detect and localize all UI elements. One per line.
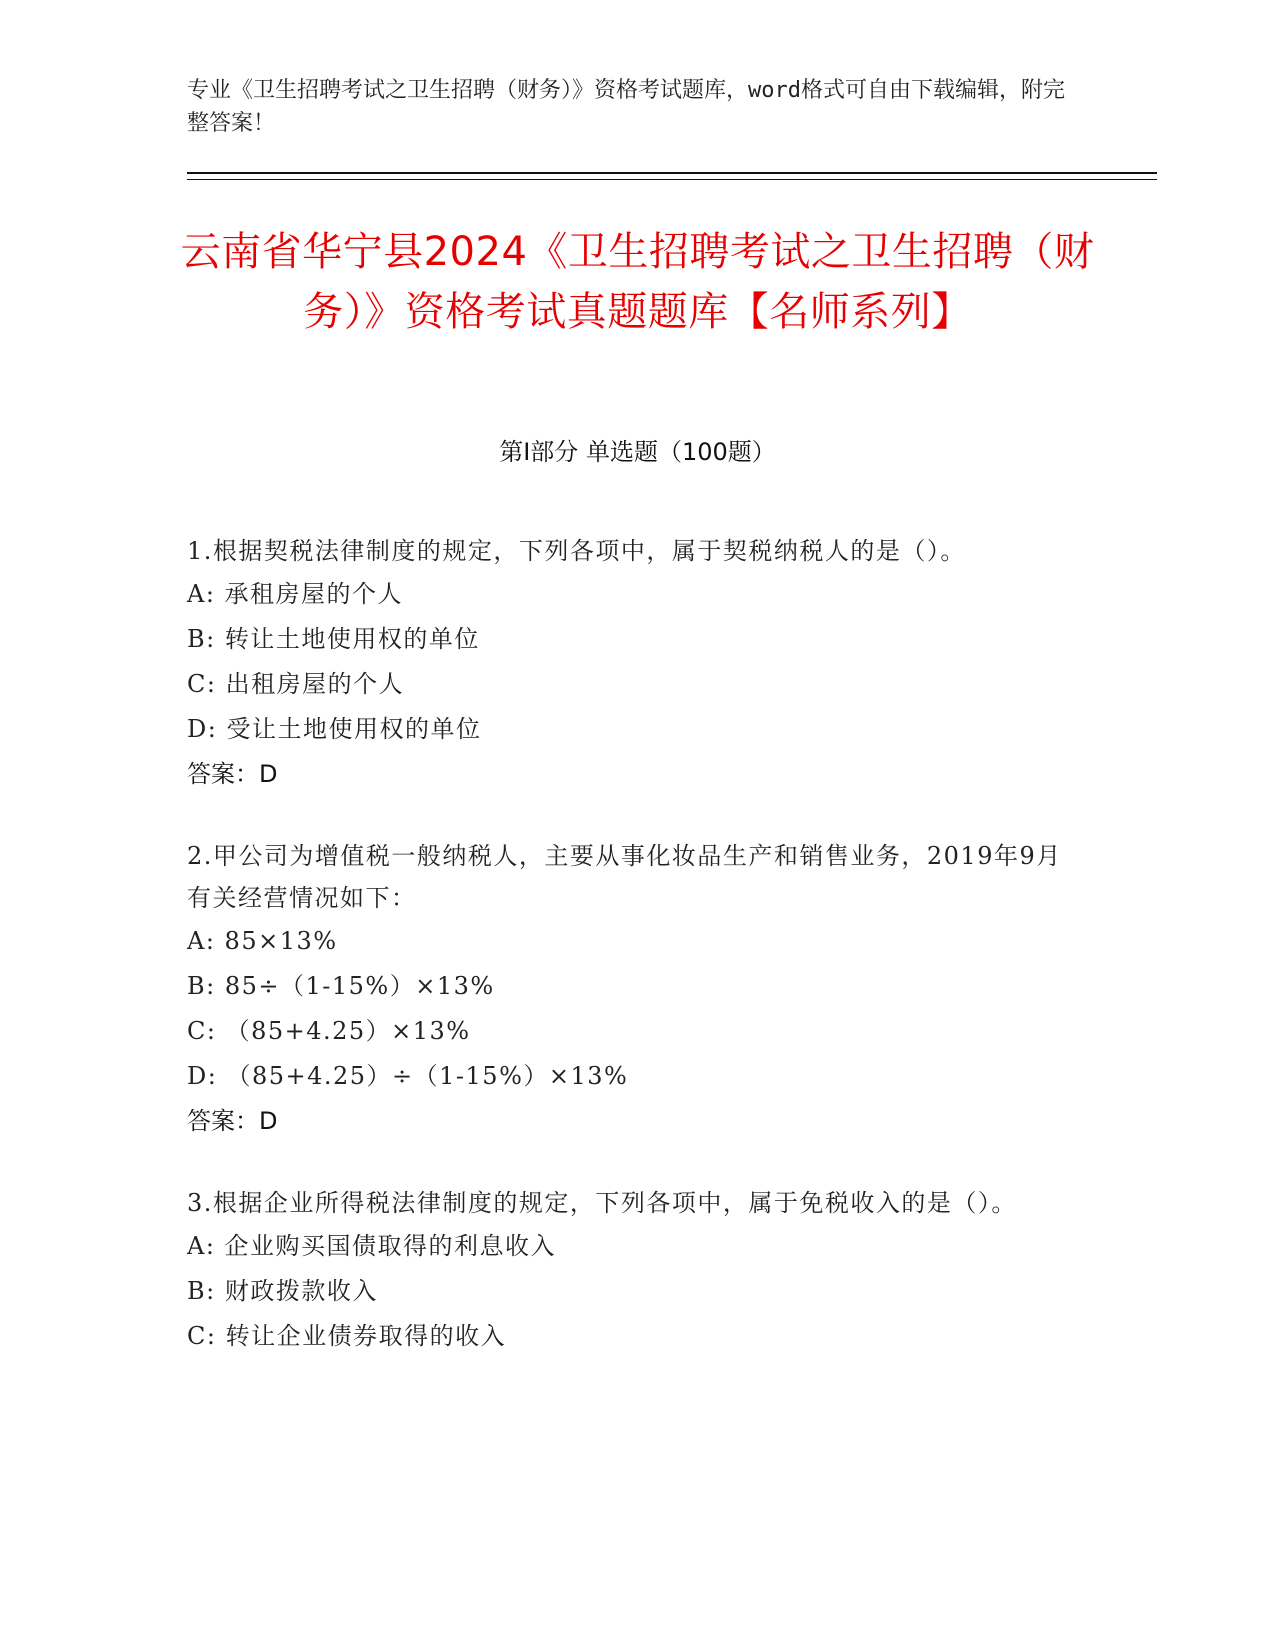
question-1 <box>187 530 1067 797</box>
answer: 答案：D <box>187 1107 278 1135</box>
option-b: B: 财政拨款收入 <box>187 1277 378 1305</box>
option-a: A: 承租房屋的个人 <box>187 580 404 608</box>
question-stem: 3.根据企业所得税法律制度的规定，下列各项中，属于免税收入的是（）。 <box>187 1189 1017 1217</box>
option-b: B: 85÷（1-15%）×13% <box>187 972 495 1000</box>
header-divider-thin <box>187 179 1157 180</box>
section-heading: 第Ⅰ部分 单选题（100题） <box>499 438 776 466</box>
header-note: 专业《卫生招聘考试之卫生招聘（财务）》资格考试题库，word格式可自由下载编辑，附完整答案！ <box>187 78 1065 136</box>
question-stem: 2.甲公司为增值税一般纳税人，主要从事化妆品生产和销售业务，2019年9月有关经营情况如下： <box>187 842 1062 912</box>
header-divider <box>187 172 1157 174</box>
option-d: D: （85+4.25）÷（1-15%）×13% <box>187 1062 629 1090</box>
question-2 <box>187 835 1067 1144</box>
question-3 <box>187 1182 1067 1359</box>
document-title: 云南省华宁县2024《卫生招聘考试之卫生招聘（财务）》资格考试真题题库【名师系列】 <box>180 229 1095 335</box>
option-b: B: 转让土地使用权的单位 <box>187 625 480 653</box>
option-d: D: 受让土地使用权的单位 <box>187 715 482 743</box>
option-a: A: 85×13% <box>187 927 338 955</box>
answer: 答案：D <box>187 760 278 788</box>
option-c: C: 转让企业债券取得的收入 <box>187 1322 507 1350</box>
question-list <box>187 530 1067 1397</box>
option-c: C: 出租房屋的个人 <box>187 670 405 698</box>
option-a: A: 企业购买国债取得的利息收入 <box>187 1232 557 1260</box>
question-stem: 1.根据契税法律制度的规定，下列各项中，属于契税纳税人的是（）。 <box>187 537 966 565</box>
option-c: C: （85+4.25）×13% <box>187 1017 471 1045</box>
